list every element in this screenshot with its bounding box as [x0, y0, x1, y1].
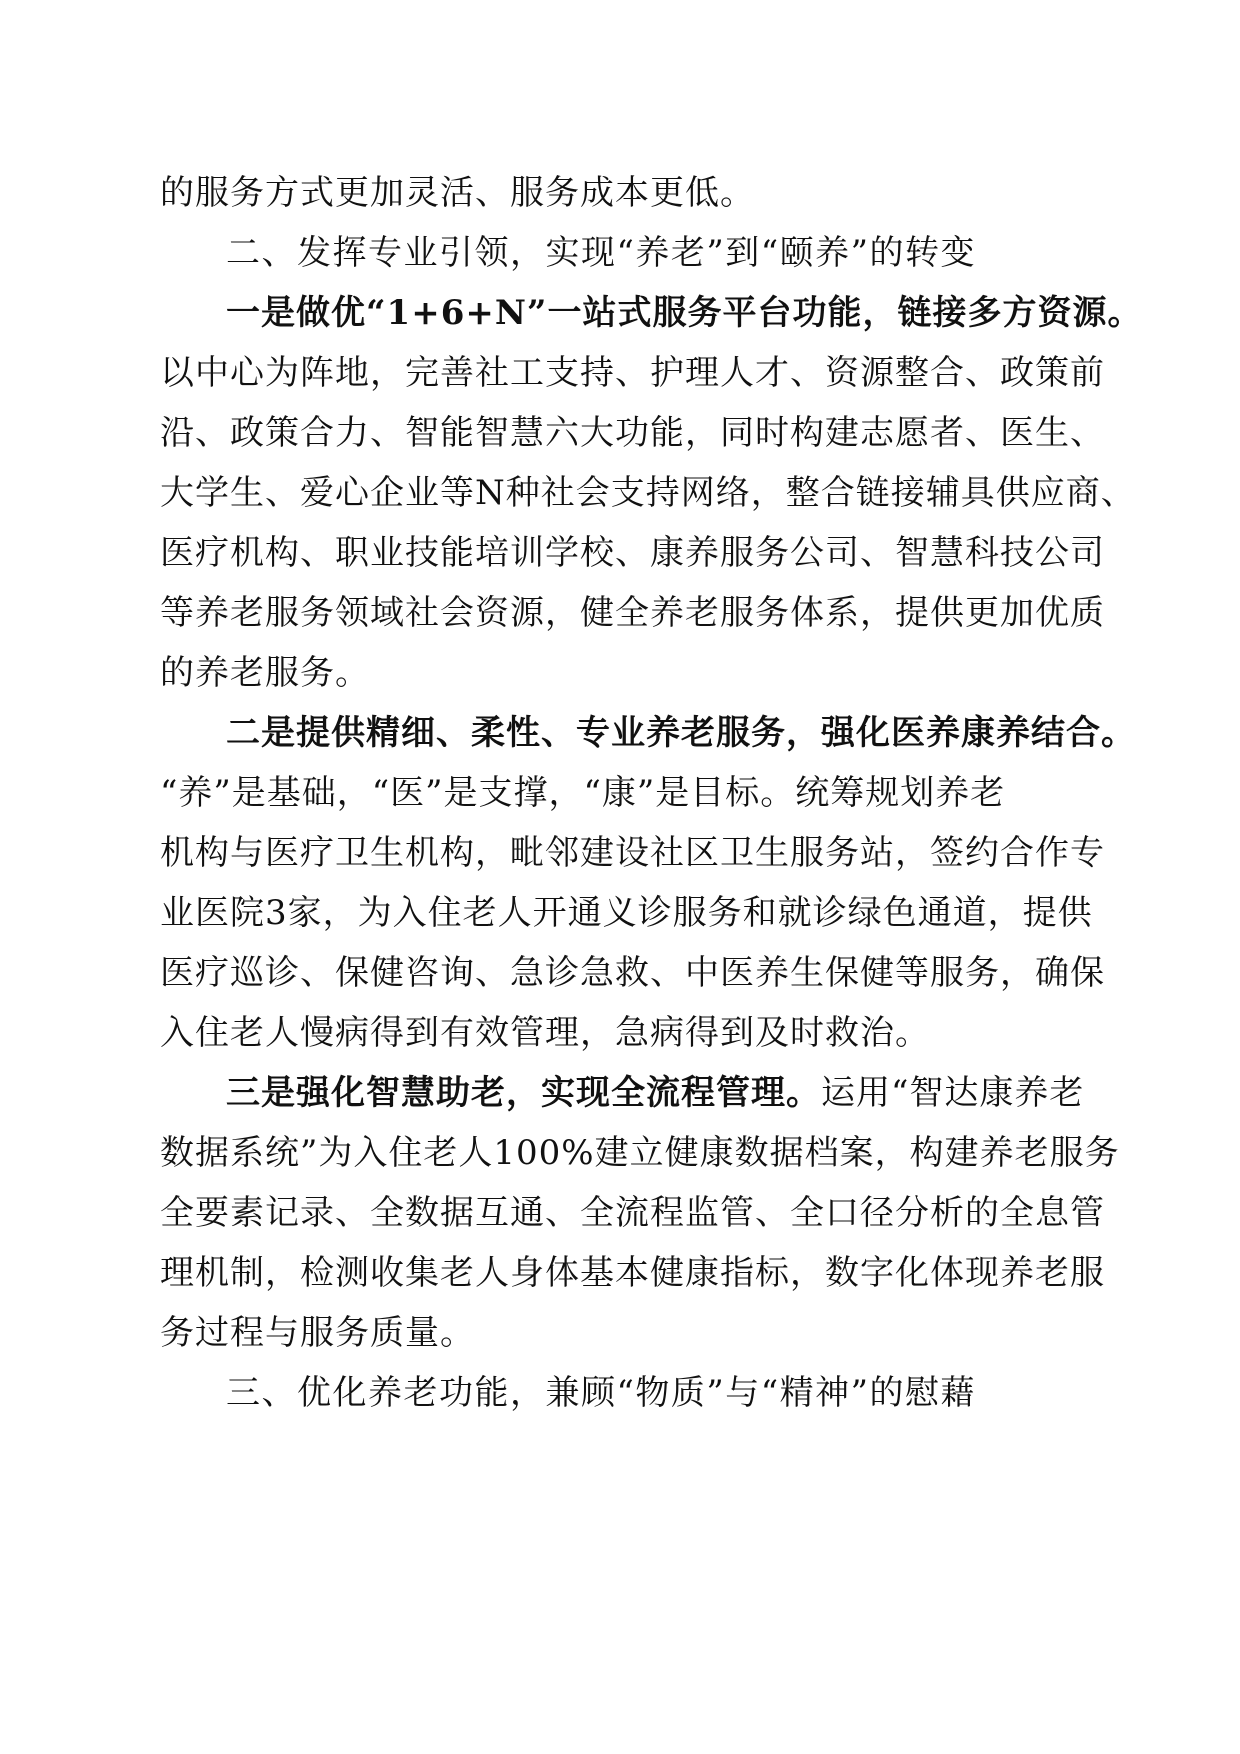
paragraph-line: 机构与医疗卫生机构，毗邻建设社区卫生服务站，签约合作专 — [160, 833, 1105, 873]
paragraph-line: 沿、政策合力、智能智慧六大功能，同时构建志愿者、医生、 — [160, 413, 1105, 453]
paragraph-line: 的养老服务。 — [160, 653, 370, 693]
bold-lead-sentence-1: 一是做优“1+6+N”一站式服务平台功能，链接多方资源。 — [226, 293, 1143, 333]
paragraph-line: 医疗机构、职业技能培训学校、康养服务公司、智慧科技公司 — [160, 533, 1105, 573]
paragraph-line: 的服务方式更加灵活、服务成本更低。 — [160, 173, 755, 213]
paragraph-line: 理机制，检测收集老人身体基本健康指标，数字化体现养老服 — [160, 1253, 1105, 1293]
paragraph-line: 入住老人慢病得到有效管理，急病得到及时救治。 — [160, 1013, 930, 1053]
paragraph-line: 等养老服务领域社会资源，健全养老服务体系，提供更加优质 — [160, 593, 1105, 633]
paragraph-line: 全要素记录、全数据互通、全流程监管、全口径分析的全息管 — [160, 1193, 1105, 1233]
paragraph-line-mixed — [226, 1073, 1084, 1113]
paragraph-line: 大学生、爱心企业等N种社会支持网络，整合链接辅具供应商、 — [160, 473, 1136, 513]
section-heading-2: 二、发挥专业引领，实现“养老”到“颐养”的转变 — [226, 233, 977, 273]
paragraph-line: “养”是基础，“医”是支撑，“康”是目标。统筹规划养老 — [160, 773, 1006, 813]
paragraph-continuation: 运用“智达康养老 — [821, 1073, 1085, 1113]
bold-lead-sentence-3: 三是强化智慧助老，实现全流程管理。 — [226, 1073, 821, 1113]
paragraph-line: 以中心为阵地，完善社工支持、护理人才、资源整合、政策前 — [160, 353, 1105, 393]
bold-lead-sentence-2: 二是提供精细、柔性、专业养老服务，强化医养康养结合。 — [226, 713, 1136, 753]
paragraph-line: 务过程与服务质量。 — [160, 1313, 475, 1353]
paragraph-line: 业医院3家，为入住老人开通义诊服务和就诊绿色通道，提供 — [160, 893, 1093, 933]
paragraph-line: 数据系统”为入住老人100%建立健康数据档案，构建养老服务 — [160, 1133, 1120, 1173]
paragraph-line: 医疗巡诊、保健咨询、急诊急救、中医养生保健等服务，确保 — [160, 953, 1105, 993]
section-heading-3: 三、优化养老功能，兼顾“物质”与“精神”的慰藉 — [226, 1373, 977, 1413]
